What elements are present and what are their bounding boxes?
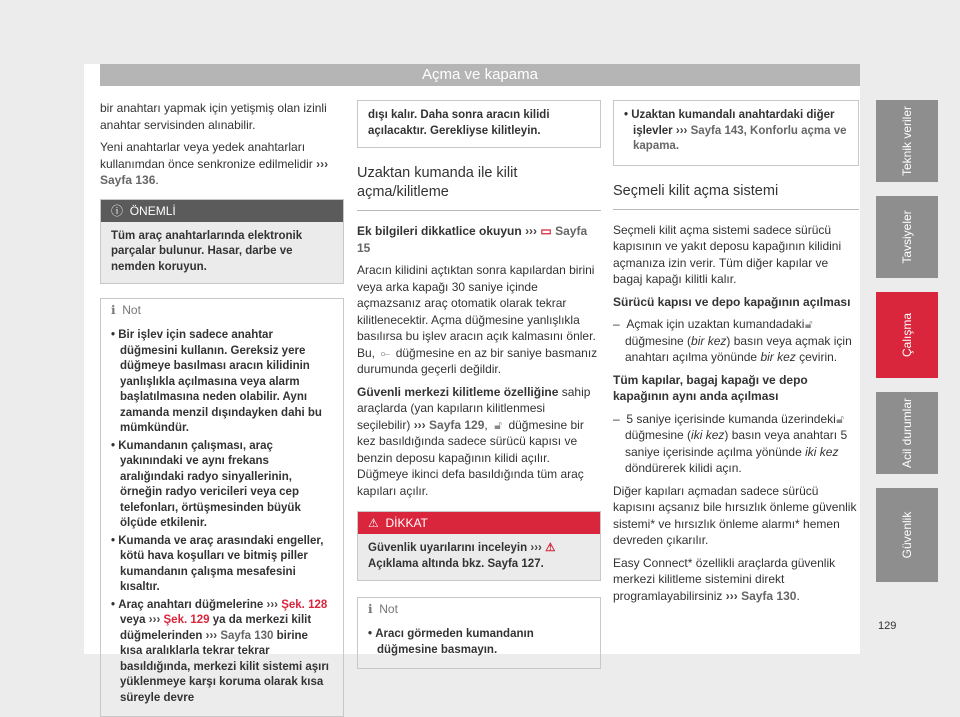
- warning-triangle-icon: ⚠: [368, 516, 379, 530]
- note-box: [357, 597, 601, 669]
- paragraph: Easy Connect* özellikli araçlarda güvenlik merkezi kilitleme sistemini direkt programlayabilirsiniz ››› Sayfa 130.: [613, 555, 836, 603]
- unlock-icon: 🔓︎: [494, 417, 502, 432]
- note-body: [101, 321, 343, 716]
- key-icon: ⟜: [380, 345, 391, 360]
- tab-tavsiyeler[interactable]: Tavsiyeler: [876, 196, 938, 278]
- arrow-icon: ›››: [316, 156, 329, 171]
- page-link[interactable]: Sayfa 15: [357, 224, 588, 255]
- note-icon: ℹ: [368, 602, 373, 616]
- note-item: • Araç anahtarı düğmelerine ››› Şek. 128 veya ››› Şek. 129 ya da merkezi kilit düğmelerinden ››› Sayfa 130 birine kısa aralıklarla tekrar tekrar basıldığında, merkezi kilit sistemi aşırı yüklenmeye karşı koruma olarak kısa süreyle devre: [111, 598, 329, 704]
- column-3: [613, 100, 859, 610]
- warning-box: [100, 199, 344, 285]
- page-link[interactable]: Sayfa 130: [220, 629, 274, 642]
- page-link[interactable]: Sayfa 129: [429, 417, 485, 432]
- note-box: [100, 298, 344, 717]
- note-item: • Kumandanın çalışması, araç yakınındaki ve aynı frekans aralığındaki radyo sinyallerinin, örneğin radyo vericileri veya cep telefonları, örtüşmesinden büyük ölçüde etkilenir.: [111, 439, 301, 529]
- subheading: Tüm kapılar, bagaj kapağı ve depo kapağının aynı anda açılması: [613, 372, 808, 403]
- page-link[interactable]: Sayfa 143, Konforlu açma ve kapama.: [633, 124, 847, 152]
- book-icon: ▭: [540, 224, 552, 238]
- tab-guvenlik[interactable]: Güvenlik: [876, 488, 938, 582]
- warning-triangle-icon: ⚠: [545, 542, 556, 554]
- figure-link[interactable]: Şek. 129: [163, 614, 210, 626]
- danger-box: [357, 511, 601, 581]
- section-title: Uzaktan kumanda ile kilit açma/kilitleme: [357, 160, 601, 211]
- extra-info: Ek bilgileri dikkatlice okuyun ››› ▭ Sayfa 15: [357, 224, 588, 255]
- note-box-continued: dışı kalır. Daha sonra aracın kilidi açılacaktır. Gerekliyse kilitleyin.: [357, 100, 601, 148]
- tab-calisma[interactable]: Çalışma: [876, 292, 938, 378]
- paragraph: bir anahtarı yapmak için yetişmiş olan izinli anahtar servisinden alınabilir.: [100, 101, 327, 132]
- unlock-icon: 🔓︎: [836, 411, 845, 426]
- section-title: Seçmeli kilit açma sistemi: [613, 178, 859, 210]
- danger-body: Güvenlik uyarılarını inceleyin ››› ⚠ Açıklama altında bkz. Sayfa 127.: [358, 534, 600, 580]
- note-item: • Bir işlev için sadece anahtar düğmesini kullanın. Gereksiz yere düğmeye basılması aracın kilidinin yanlışlıkla açılmasına veya alarm başlatılmasına neden olabilir. Aynı zamanda menzil dışındayken dahi bu mümkündür.: [111, 329, 322, 434]
- dash-item: – Açmak için uzaktan kumandadaki 🔓︎ düğmesine (bir kez) basın veya açmak için anahtarı açılma yönünde bir kez çevirin.: [613, 317, 852, 364]
- column-1: [100, 100, 344, 717]
- note-header: ℹ Not: [358, 598, 600, 620]
- dash-item: – 5 saniye içerisinde kumanda üzerindeki 🔓︎ düğmesine (iki kez) basın veya anahtarı 5 saniye içerisinde açılma yönünde iki kez döndürerek kilidi açın.: [613, 411, 859, 477]
- note-item: • Kumanda ve araç arasındaki engeller, kötü hava koşulları ve bitmiş piller kumandanın çalışma mesafesini kısaltır.: [111, 534, 324, 593]
- page-header: Açma ve kapama: [100, 64, 860, 86]
- paragraph: Güvenli merkezi kilitleme özelliğine sahip araçlarda (yan kapıların kilitlenmesi seçilebilir) ››› Sayfa 129, 🔓︎ düğmesine bir kez basıldığında sadece sürücü kapısı ve benzin deposu kapağının kilidi açılır. Düğmeye ikinci defa basıldığında tüm araç kapıları açılır.: [357, 384, 591, 498]
- note-header: ℹ Not: [101, 299, 343, 321]
- paragraph: Seçmeli kilit açma sistemi sadece sürücü kapısının ve yakıt deposu kapağının kilidini açmanıza izin verir. Tüm diğer kapılar ve bagaj kapağı kilitli kalır.: [613, 222, 842, 286]
- unlock-icon: 🔓︎: [804, 317, 813, 331]
- note-item: • Aracı görmeden kumandanın düğmesine basmayın.: [368, 628, 534, 656]
- figure-link[interactable]: Şek. 128: [281, 598, 328, 611]
- warning-body: Tüm araç anahtarlarında elektronik parçalar bulunur. Hasar, darbe ve nemden koruyun.: [101, 222, 343, 284]
- page-link[interactable]: Sayfa 130: [741, 588, 797, 603]
- note-box-continued: [613, 100, 859, 166]
- column-2: [357, 100, 601, 669]
- note-body: [358, 620, 600, 668]
- paragraph: Diğer kapıları açmadan sadece sürücü kapısını açsanız bile hırsızlık önleme güvenlik sistemi* ve hırsızlık önleme alarmı* hemen devreden çıkarılır.: [613, 483, 857, 547]
- tab-acil-durumlar[interactable]: Acil durumlar: [876, 392, 938, 474]
- page-link[interactable]: Sayfa 136: [100, 173, 156, 187]
- info-circle-icon: ⓘ: [111, 203, 124, 218]
- danger-header: ⚠ DİKKAT: [358, 512, 600, 534]
- tab-teknik-veriler[interactable]: Teknik veriler: [876, 100, 938, 182]
- subheading: Sürücü kapısı ve depo kapağının açılması: [613, 294, 851, 309]
- paragraph: Yeni anahtarlar veya yedek anahtarları kullanımdan önce senkronize edilmelidir ››› Sayfa 136.: [100, 140, 329, 187]
- note-icon: ℹ: [111, 303, 116, 317]
- page-number: 129: [878, 620, 897, 632]
- note-item: • Uzaktan kumandalı anahtardaki diğer işlevler ››› Sayfa 143, Konforlu açma ve kapama.: [624, 109, 847, 152]
- warning-header: ⓘ ÖNEMLİ: [101, 200, 343, 222]
- paragraph: Aracın kilidini açtıktan sonra kapılardan birini veya arka kapağı 30 saniye içinde açmazsanız araç otomatik olarak tekrar kilitlenecektir. Açma düğmesine yanlışlıkla basılırsa bu işlev aracın açık kalmasını önler. Bu, ⟜ düğmesine en az bir saniye basmanız durumunda geçerli değildir.: [357, 263, 598, 376]
